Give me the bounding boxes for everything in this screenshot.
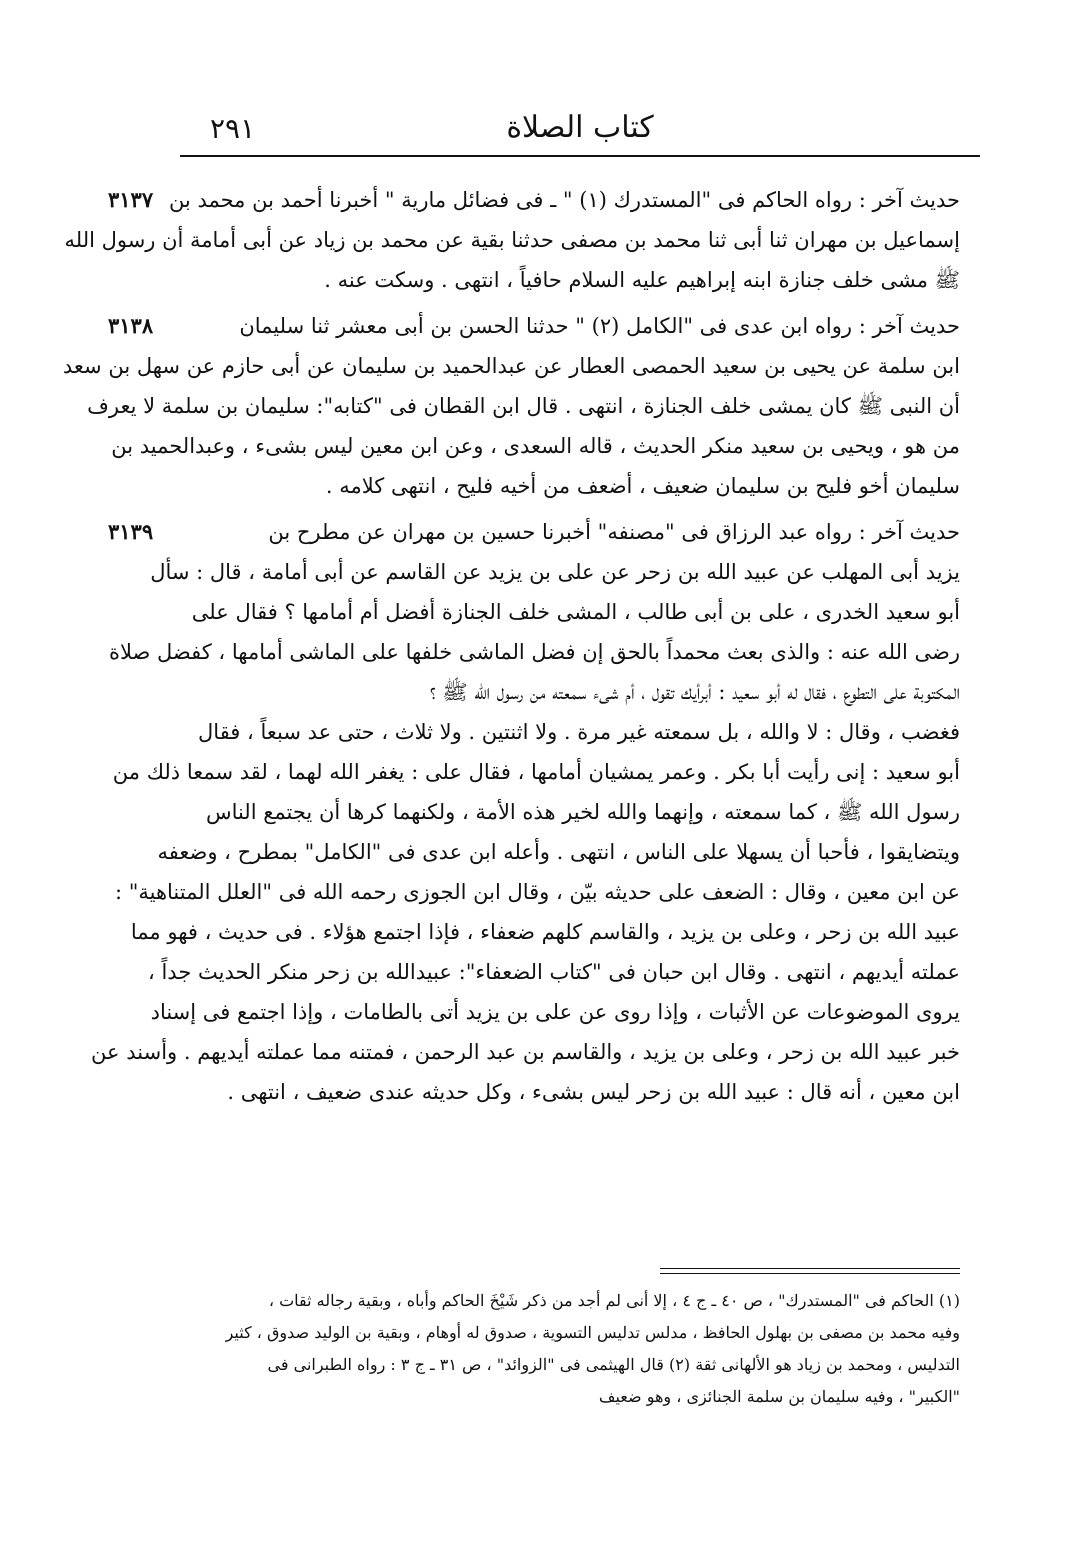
running-title: كتاب الصلاة xyxy=(506,110,654,145)
text-line: خبر عبيد الله بن زحر ، وعلى بن يزيد ، والقاسم بن عبد الرحمن ، فمتنه مما عملته أيديهم . وأسند عن xyxy=(91,1040,960,1064)
text-line xyxy=(108,180,960,220)
text-line: إسماعيل بن مهران ثنا أبى ثنا محمد بن مصفى حدثنا بقية عن محمد بن زياد عن أبى أمامة أن رسول الله xyxy=(64,228,960,252)
hadith-entry xyxy=(64,180,960,300)
hadith-number: ٣١٣٧ xyxy=(108,187,154,212)
footnote-separator xyxy=(660,1273,960,1274)
text-line: يروى الموضوعات عن الأثبات ، وإذا روى عن على بن يزيد أتى بالطامات ، وإذا اجتمع فى إسناد xyxy=(150,1000,960,1024)
text-line: أن النبى ﷺ كان يمشى خلف الجنازة ، انتهى . قال ابن القطان فى "كتابه": سليمان بن سلمة لا يعرف xyxy=(87,394,960,418)
entry-text: حديث آخر : رواه عبد الرزاق فى "مصنفه" أخبرنا حسين بن مهران عن مطرح بن xyxy=(268,520,960,544)
text-line xyxy=(108,306,960,346)
text-line: أبو سعيد : إنى رأيت أبا بكر . وعمر يمشيان أمامها ، فقال على : يغفر الله لهما ، لقد سمعا ذلك من xyxy=(112,760,960,784)
footnote-line: التدليس ، ومحمد بن زياد هو الألهانى ثقة (٢) قال الهيثمى فى "الزوائد" ، ص ٣١ ـ ج ٣ : رواه الطبرانى فى xyxy=(267,1355,960,1374)
text-line: سليمان أخو فليح بن سليمان ضعيف ، أضعف من أخيه فليح ، انتهى كلامه . xyxy=(325,474,960,498)
text-line: المكتوبة على التطوع ، فقال له أبو سعيد : أبرأيك تقول ، أم شىء سمعته من رسول الله ﷺ ؟ xyxy=(429,680,960,704)
hadith-entry xyxy=(62,306,960,506)
footnote-line: وفيه محمد بن مصفى بن بهلول الحافظ ، مدلس تدليس التسوية ، صدوق له أوهام ، وبقية بن الوليد صدوق ، كثير xyxy=(225,1323,960,1342)
page-number: ٢٩١ xyxy=(210,112,256,145)
main-text xyxy=(62,180,960,1112)
text-line: ابن معين ، أنه قال : عبيد الله بن زحر ليس بشىء ، وكل حديثه عندى ضعيف ، انتهى . xyxy=(227,1080,960,1104)
text-line: عملته أيديهم ، انتهى . وقال ابن حبان فى "كتاب الضعفاء": عبيدالله بن زحر منكر الحديث جداً ، xyxy=(148,960,960,984)
header-rule xyxy=(180,155,980,157)
text-line: ابن سلمة عن يحيى بن سعيد الحمصى العطار عن عبدالحميد بن سليمان عن أبى حازم عن سهل بن سعد xyxy=(62,354,960,378)
text-line: عن ابن معين ، وقال : الضعف على حديثه بيّن ، وقال ابن الجوزى رحمه الله فى "العلل المتناهية" : xyxy=(114,880,960,904)
entry-text: حديث آخر : رواه ابن عدى فى "الكامل (٢) " حدثنا الحسن بن أبى معشر ثنا سليمان xyxy=(239,314,960,338)
text-line: رسول الله ﷺ ، كما سمعته ، وإنهما والله لخير هذه الأمة ، ولكنهما كرها أن يجتمع الناس xyxy=(205,800,960,824)
text-line: من هو ، ويحيى بن سعيد منكر الحديث ، قاله السعدى ، وعن ابن معين ليس بشىء ، وعبدالحميد بن xyxy=(111,434,960,458)
text-line: رضى الله عنه : والذى بعث محمداً بالحق إن فضل الماشى خلفها على الماشى أمامها ، كفضل صلاة xyxy=(108,640,960,664)
footnotes xyxy=(170,1285,960,1413)
text-line: فغضب ، وقال : لا والله ، بل سمعته غير مرة . ولا اثنتين . ولا ثلاث ، حتى عد سبعاً ، فقال xyxy=(198,720,960,744)
hadith-entry xyxy=(91,512,960,1112)
text-line: عبيد الله بن زحر ، وعلى بن يزيد ، والقاسم كلهم ضعفاء ، فإذا اجتمع هؤلاء . فى حديث ، فهو مما xyxy=(130,920,960,944)
text-line: ويتضايقوا ، فأحبا أن يسهلا على الناس ، انتهى . وأعله ابن عدى فى "الكامل" بمطرح ، وضعفه xyxy=(157,840,960,864)
footnote-line: (١) الحاكم فى "المستدرك" ، ص ٤٠ ـ ج ٤ ، إلا أنى لم أجد من ذكر شَيْخَ الحاكم وأباه ، وبقية رجاله ثقات ، xyxy=(268,1291,960,1310)
footnote-line: "الكبير" ، وفيه سليمان بن سلمة الجنائزى ، وهو ضعيف xyxy=(598,1387,960,1406)
entry-text: حديث آخر : رواه الحاكم فى "المستدرك (١) " ـ فى فضائل مارية " أخبرنا أحمد بن محمد بن xyxy=(168,188,960,212)
footnote-separator xyxy=(660,1268,960,1269)
hadith-number: ٣١٣٨ xyxy=(108,313,154,338)
text-line xyxy=(108,512,960,552)
text-line: أبو سعيد الخدرى ، على بن أبى طالب ، المشى خلف الجنازة أفضل أم أمامها ؟ فقال على xyxy=(191,600,960,624)
text-line: يزيد أبى المهلب عن عبيد الله بن زحر عن على بن يزيد عن القاسم عن أبى أمامة ، قال : سأل xyxy=(150,560,960,584)
hadith-number: ٣١٣٩ xyxy=(108,519,154,544)
page-header xyxy=(180,100,980,160)
text-line: ﷺ مشى خلف جنازة ابنه إبراهيم عليه السلام حافياً ، انتهى . وسكت عنه . xyxy=(324,268,960,292)
